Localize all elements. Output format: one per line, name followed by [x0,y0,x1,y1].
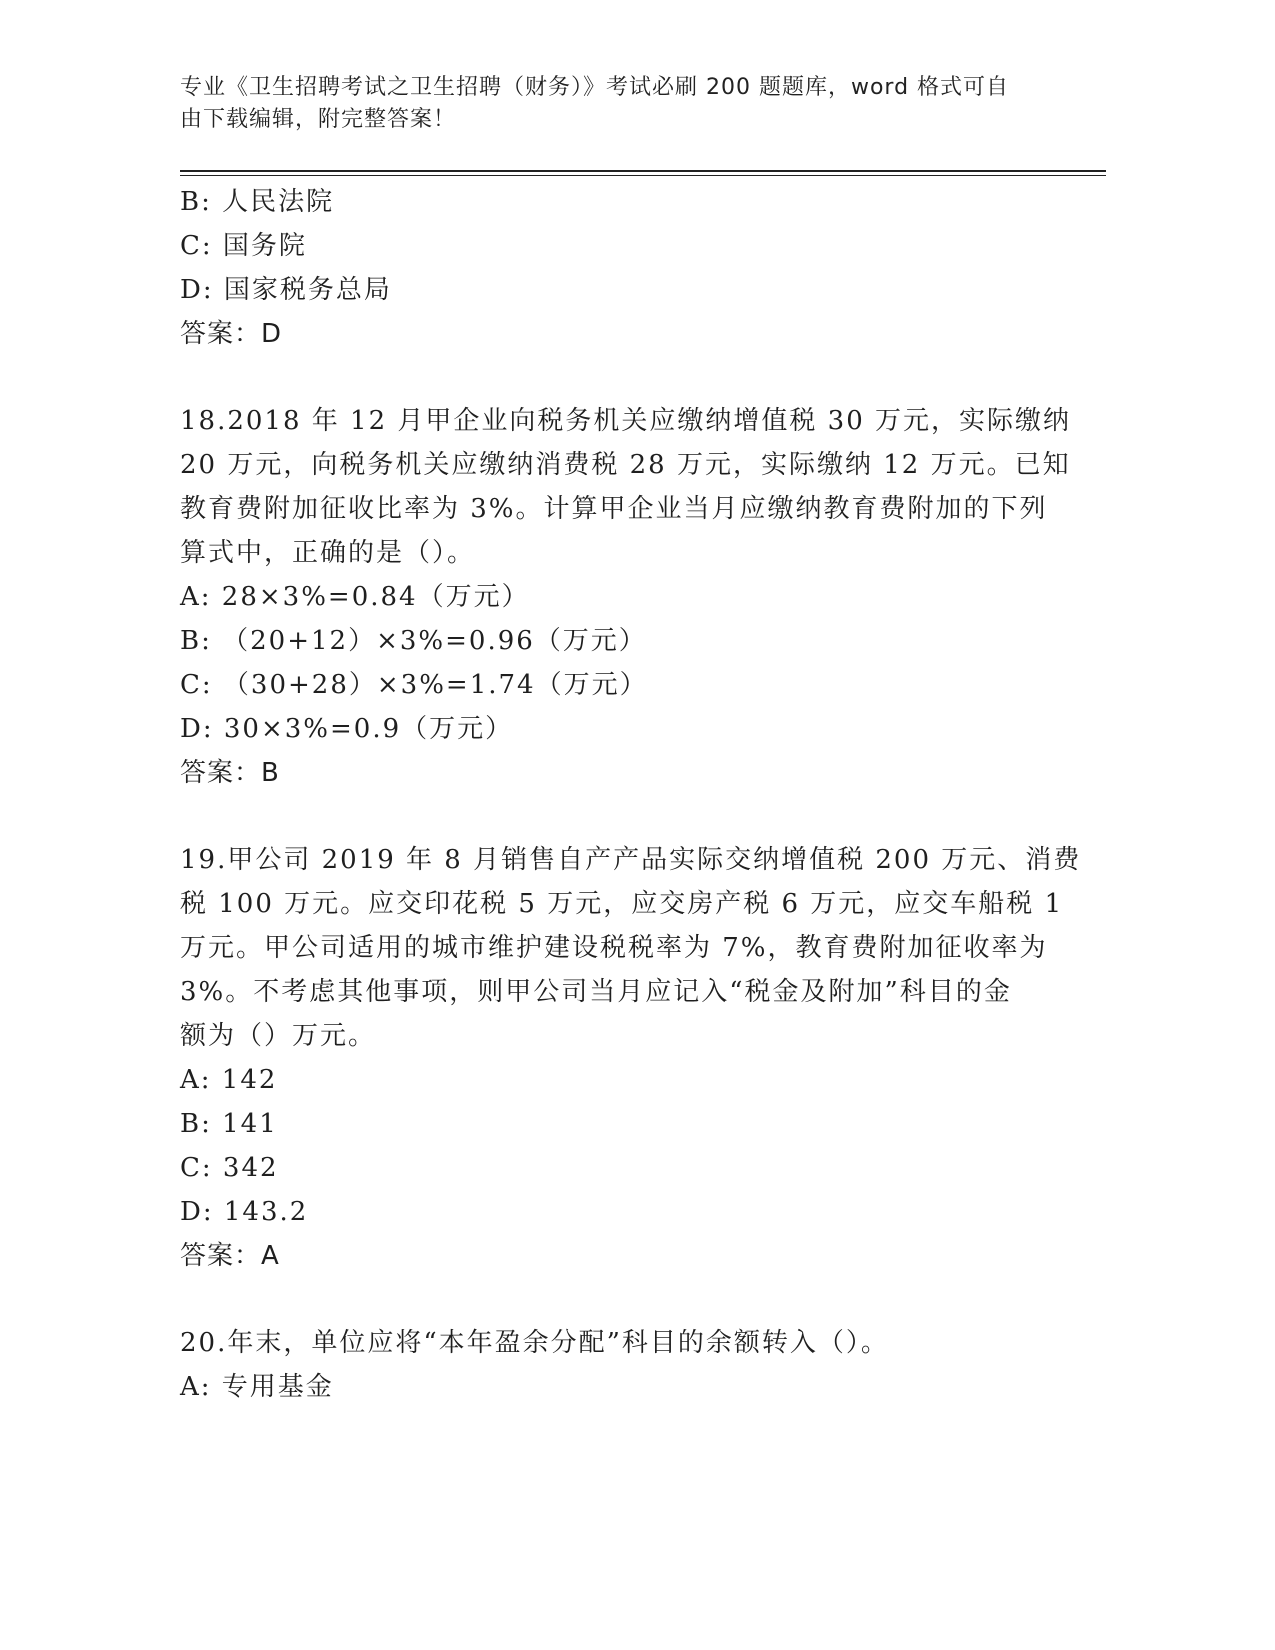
question-17-tail [180,180,1040,356]
question-18 [180,399,1072,795]
question-19 [180,838,1082,1278]
question-19-option-a: A: 142 [180,1065,278,1095]
question-17-option-c: C: 国务院 [180,231,307,261]
question-20-option-a: A: 专用基金 [180,1372,334,1402]
question-18-option-b: B: （20+12）×3%=0.96（万元） [180,626,647,656]
question-spacer [180,356,1040,399]
document-body [180,180,1082,1409]
question-18-answer: 答案：B [180,758,280,788]
question-18-stem-line: 18.2018 年 12 月甲企业向税务机关应缴纳增值税 30 万元，实际缴纳 [180,406,1072,436]
question-17-answer: 答案：D [180,319,283,349]
question-19-option-b: B: 141 [180,1109,278,1139]
header-line-1: 专业《卫生招聘考试之卫生招聘（财务）》考试必刷 200 题题库，word 格式可自 [180,75,1010,100]
question-18-option-a: A: 28×3%=0.84（万元） [180,582,530,612]
header-divider-thick [180,170,1106,172]
question-18-option-d: D: 30×3%=0.9（万元） [180,714,514,744]
question-19-stem-line: 税 100 万元。应交印花税 5 万元，应交房产税 6 万元，应交车船税 1 [180,889,1064,919]
question-18-stem-line: 教育费附加征收比率为 3%。计算甲企业当月应缴纳教育费附加的下列 [180,494,1048,524]
question-18-stem-line: 20 万元，向税务机关应缴纳消费税 28 万元，实际缴纳 12 万元。已知 [180,450,1071,480]
question-19-answer: 答案：A [180,1241,280,1271]
question-18-option-c: C: （30+28）×3%=1.74（万元） [180,670,648,700]
question-spacer [180,795,1040,838]
question-19-option-d: D: 143.2 [180,1197,309,1227]
document-header [180,72,1040,136]
question-17-option-d: D: 国家税务总局 [180,275,392,305]
question-spacer [180,1278,1040,1321]
question-18-stem-line: 算式中，正确的是（）。 [180,538,476,568]
header-line-2: 由下载编辑，附完整答案！ [180,107,457,132]
question-17-option-b: B: 人民法院 [180,187,335,217]
question-19-stem-line: 万元。甲公司适用的城市维护建设税税率为 7%，教育费附加征收率为 [180,933,1048,963]
question-19-stem-line: 额为（）万元。 [180,1021,377,1051]
header-divider-thin [180,175,1106,176]
question-19-stem-line: 3%。不考虑其他事项，则甲公司当月应记入“税金及附加”科目的金 [180,977,1012,1007]
question-19-option-c: C: 342 [180,1153,279,1183]
question-19-stem-line: 19.甲公司 2019 年 8 月销售自产产品实际交纳增值税 200 万元、消费 [180,845,1082,875]
question-20-stem-line: 20.年末，单位应将“本年盈余分配”科目的余额转入（）。 [180,1328,889,1358]
question-20 [180,1321,1040,1409]
